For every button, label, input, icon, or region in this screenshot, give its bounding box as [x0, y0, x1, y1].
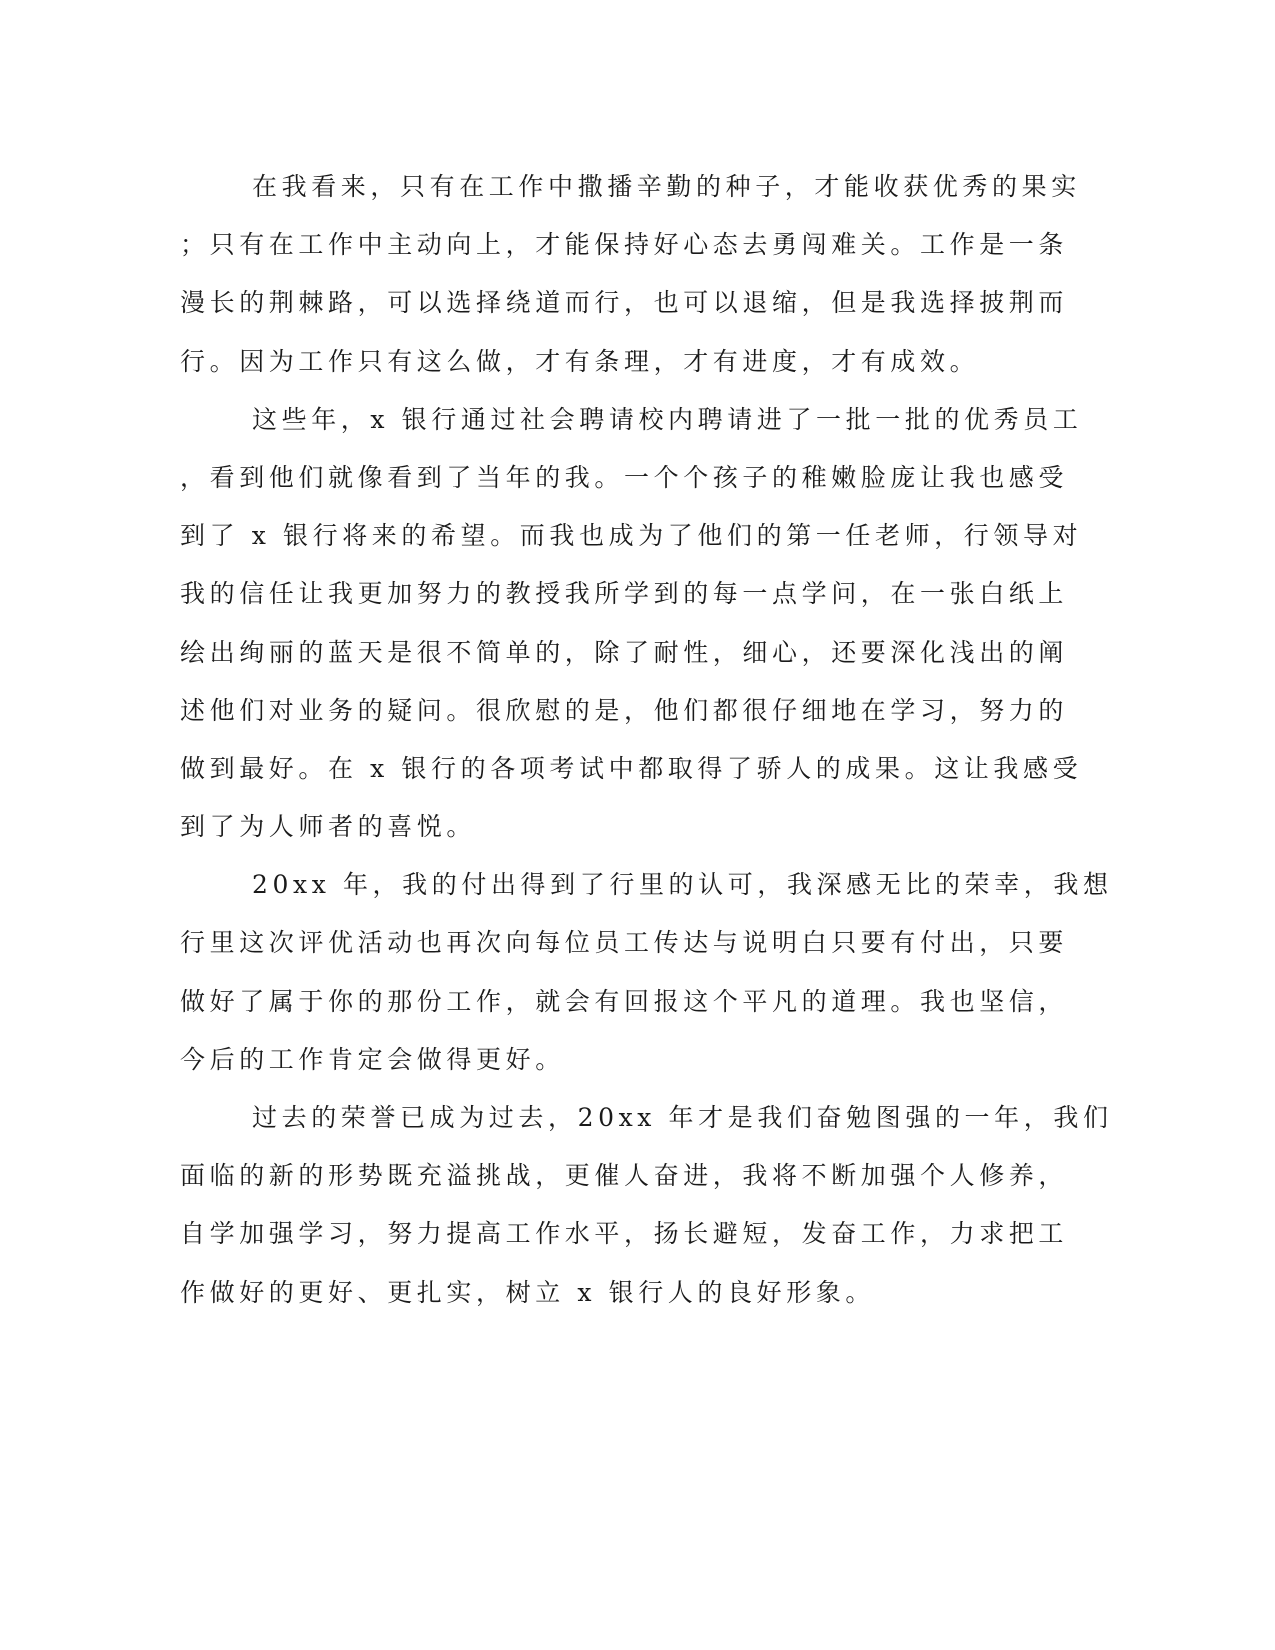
text-line: 行。因为工作只有这么做，才有条理，才有进度，才有成效。 — [180, 346, 980, 376]
text-line: 述他们对业务的疑问。很欣慰的是，他们都很仔细地在学习，努力的 — [180, 695, 1069, 725]
text-line: 我的信任让我更加努力的教授我所学到的每一点学问，在一张白纸上 — [180, 579, 1069, 609]
text-line: 漫长的荆棘路，可以选择绕道而行，也可以退缩，但是我选择披荆而 — [180, 288, 1069, 318]
text-line: 到了 x 银行将来的希望。而我也成为了他们的第一任老师，行领导对 — [180, 521, 1083, 551]
text-line: 面临的新的形势既充溢挑战，更催人奋进，我将不断加强个人修养， — [180, 1161, 1069, 1191]
text-line: 行里这次评优活动也再次向每位员工传达与说明白只要有付出，只要 — [180, 928, 1069, 958]
paragraph-2 — [180, 391, 1083, 857]
text-line: 绘出绚丽的蓝天是很不简单的，除了耐性，细心，还要深化浅出的阐 — [180, 637, 1069, 667]
text-line: 做到最好。在 x 银行的各项考试中都取得了骄人的成果。这让我感受 — [180, 753, 1083, 783]
paragraph-3 — [180, 856, 1113, 1089]
text-line: 到了为人师者的喜悦。 — [180, 812, 477, 842]
text-line: 作做好的更好、更扎实，树立 x 银行人的良好形象。 — [180, 1277, 875, 1307]
paragraph-1 — [180, 158, 1081, 391]
text-line: 做好了属于你的那份工作，就会有回报这个平凡的道理。我也坚信， — [180, 986, 1069, 1016]
paragraph-4 — [180, 1089, 1113, 1322]
document-body — [180, 158, 1113, 1322]
text-line: ；只有在工作中主动向上，才能保持好心态去勇闯难关。工作是一条 — [180, 230, 1069, 260]
text-line: 20xx 年，我的付出得到了行里的认可，我深感无比的荣幸，我想 — [252, 870, 1113, 900]
text-line: 在我看来，只有在工作中撒播辛勤的种子，才能收获优秀的果实 — [252, 172, 1081, 201]
text-line: 自学加强学习，努力提高工作水平，扬长避短，发奋工作，力求把工 — [180, 1219, 1069, 1249]
text-line: ，看到他们就像看到了当年的我。一个个孩子的稚嫩脸庞让我也感受 — [180, 462, 1069, 492]
text-line: 这些年，x 银行通过社会聘请校内聘请进了一批一批的优秀员工 — [252, 404, 1083, 434]
text-line: 今后的工作肯定会做得更好。 — [180, 1044, 565, 1074]
text-line: 过去的荣誉已成为过去，20xx 年才是我们奋勉图强的一年，我们 — [252, 1103, 1113, 1132]
